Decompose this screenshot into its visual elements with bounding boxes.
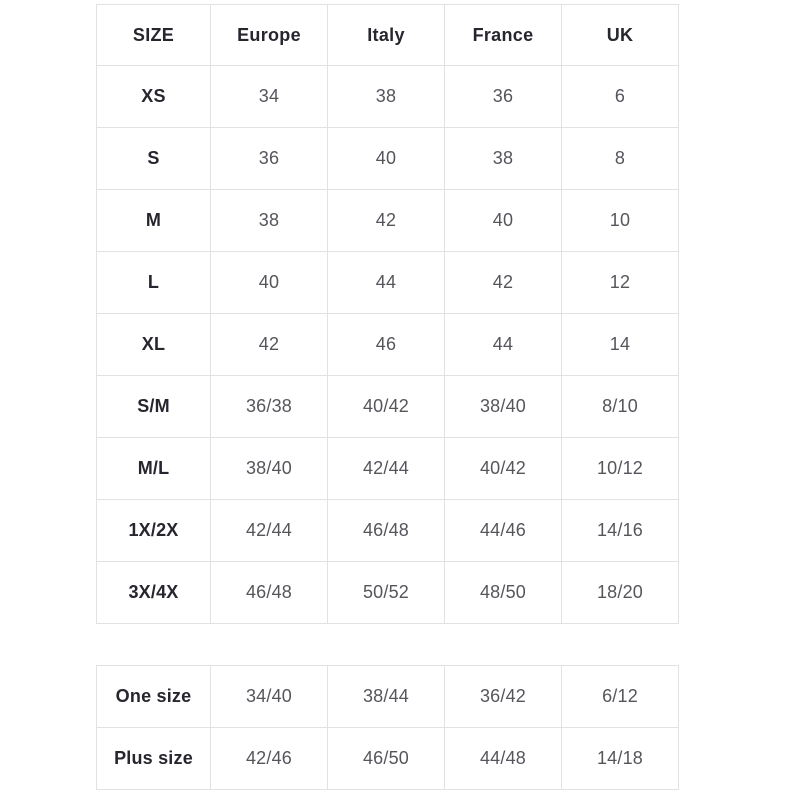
size-value-cell: 44 [445,314,562,376]
size-value-cell: 38/44 [328,666,445,728]
size-value-cell: 8 [562,128,679,190]
size-value-cell: 14/18 [562,728,679,790]
table-row [97,376,679,438]
size-value-cell: 44/48 [445,728,562,790]
special-table-body [97,666,679,790]
table-row [97,314,679,376]
size-conversion-table [96,4,679,624]
table-row [97,252,679,314]
size-value-cell: 50/52 [328,562,445,624]
size-value-cell: 38 [445,128,562,190]
size-value-cell: 38 [211,190,328,252]
size-value-cell: 42 [445,252,562,314]
size-label: 3X/4X [97,562,211,624]
size-value-cell: 46 [328,314,445,376]
size-label: L [97,252,211,314]
size-value-cell: 34/40 [211,666,328,728]
header-row [97,5,679,66]
size-value-cell: 46/50 [328,728,445,790]
size-value-cell: 46/48 [211,562,328,624]
size-value-cell: 10 [562,190,679,252]
size-value-cell: 38 [328,66,445,128]
table-row [97,728,679,790]
size-value-cell: 38/40 [445,376,562,438]
size-value-cell: 14 [562,314,679,376]
size-value-cell: 40 [328,128,445,190]
column-header-europe: Europe [211,5,328,66]
column-header-france: France [445,5,562,66]
size-value-cell: 36 [445,66,562,128]
table-row [97,128,679,190]
size-value-cell: 42/46 [211,728,328,790]
column-header-italy: Italy [328,5,445,66]
size-value-cell: 42 [211,314,328,376]
special-sizes-table [96,665,679,790]
size-value-cell: 34 [211,66,328,128]
size-value-cell: 40/42 [328,376,445,438]
size-value-cell: 48/50 [445,562,562,624]
size-label: S/M [97,376,211,438]
size-value-cell: 36/38 [211,376,328,438]
column-header-size: SIZE [97,5,211,66]
size-value-cell: 6 [562,66,679,128]
size-value-cell: 8/10 [562,376,679,438]
size-value-cell: 38/40 [211,438,328,500]
table-row [97,66,679,128]
size-value-cell: 12 [562,252,679,314]
table-row [97,562,679,624]
size-label: M/L [97,438,211,500]
size-label: Plus size [97,728,211,790]
size-value-cell: 36 [211,128,328,190]
size-label: XL [97,314,211,376]
size-label: XS [97,66,211,128]
table-row [97,500,679,562]
size-label: One size [97,666,211,728]
size-value-cell: 44/46 [445,500,562,562]
size-value-cell: 42/44 [328,438,445,500]
size-value-cell: 14/16 [562,500,679,562]
size-value-cell: 6/12 [562,666,679,728]
size-value-cell: 40 [211,252,328,314]
size-label: M [97,190,211,252]
column-header-uk: UK [562,5,679,66]
size-value-cell: 10/12 [562,438,679,500]
size-label: 1X/2X [97,500,211,562]
size-value-cell: 44 [328,252,445,314]
size-table-body [97,66,679,624]
size-value-cell: 18/20 [562,562,679,624]
size-value-cell: 36/42 [445,666,562,728]
table-row [97,666,679,728]
table-row [97,438,679,500]
size-value-cell: 40/42 [445,438,562,500]
size-value-cell: 42 [328,190,445,252]
size-table-header [97,5,679,66]
size-value-cell: 42/44 [211,500,328,562]
size-label: S [97,128,211,190]
size-value-cell: 46/48 [328,500,445,562]
size-value-cell: 40 [445,190,562,252]
table-row [97,190,679,252]
